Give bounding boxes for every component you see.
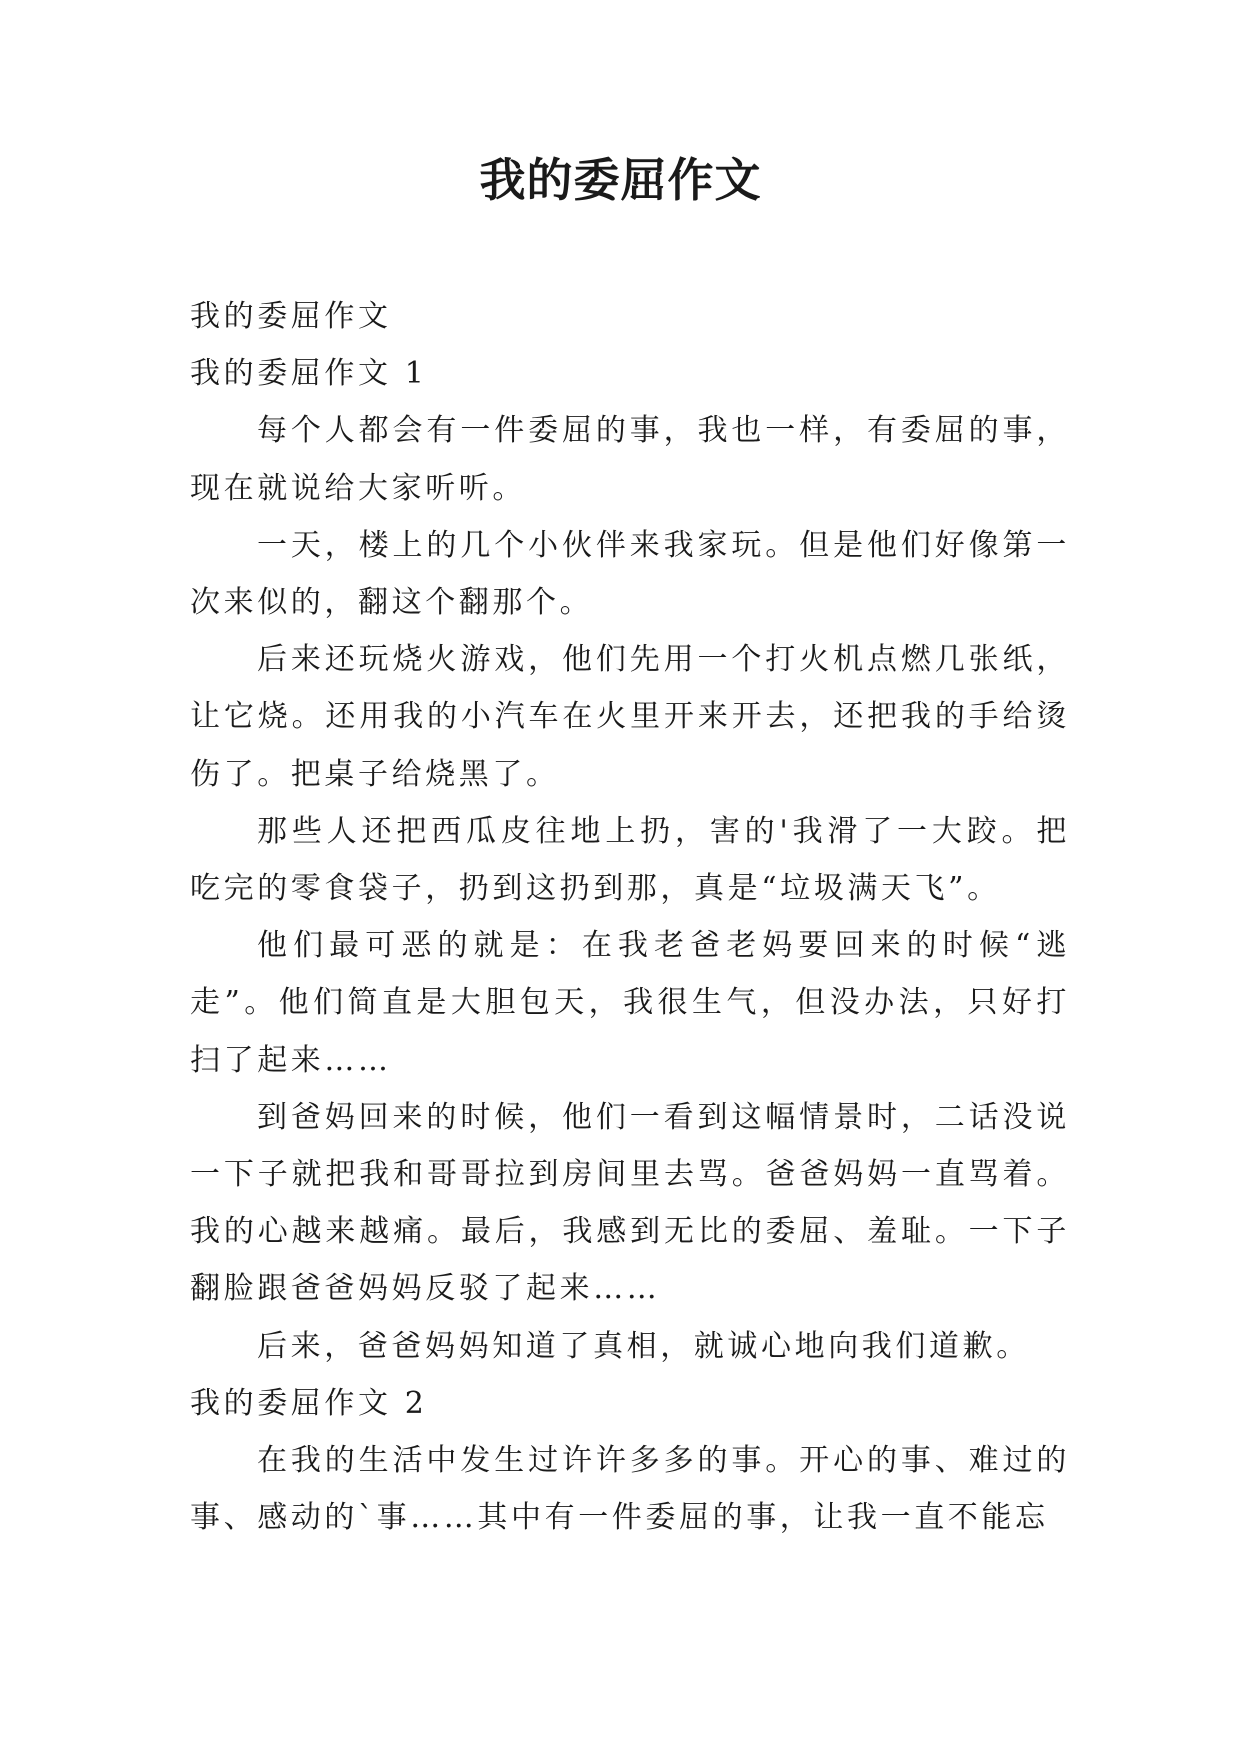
section-heading: 我的委屈作文 1 [190, 356, 428, 392]
paragraph: 在我的生活中发生过许许多多的事。开心的事、难过的事、感动的`事……其中有一件委屈的事，让我一直不能忘 [190, 1443, 1070, 1536]
document-body [190, 288, 1070, 1546]
section-heading: 我的委屈作文 [190, 299, 392, 334]
paragraph: 每个人都会有一件委屈的事，我也一样，有委屈的事，现在就说给大家听听。 [190, 413, 1070, 506]
section-heading: 我的委屈作文 2 [190, 1385, 428, 1421]
paragraph: 那些人还把西瓜皮往地上扔，害的'我滑了一大跤。把吃完的零食袋子，扔到这扔到那，真是“垃圾满天飞”。 [190, 813, 1070, 907]
paragraph: 到爸妈回来的时候，他们一看到这幅情景时，二话没说一下子就把我和哥哥拉到房间里去骂。爸爸妈妈一直骂着。我的心越来越痛。最后，我感到无比的委屈、羞耻。一下子翻脸跟爸爸妈妈反驳了起来…… [190, 1099, 1070, 1307]
paragraph: 后来，爸爸妈妈知道了真相，就诚心地向我们道歉。 [257, 1328, 1030, 1364]
document-title: 我的委屈作文 [479, 153, 762, 207]
paragraph: 后来还玩烧火游戏，他们先用一个打火机点燃几张纸，让它烧。还用我的小汽车在火里开来开去，还把我的手给烫伤了。把桌子给烧黑了。 [190, 642, 1070, 792]
paragraph: 一天，楼上的几个小伙伴来我家玩。但是他们好像第一次来似的，翻这个翻那个。 [190, 527, 1070, 621]
paragraph: 他们最可恶的就是：在我老爸老妈要回来的时候“逃走”。他们简直是大胆包天，我很生气，但没办法，只好打扫了起来…… [190, 928, 1070, 1078]
